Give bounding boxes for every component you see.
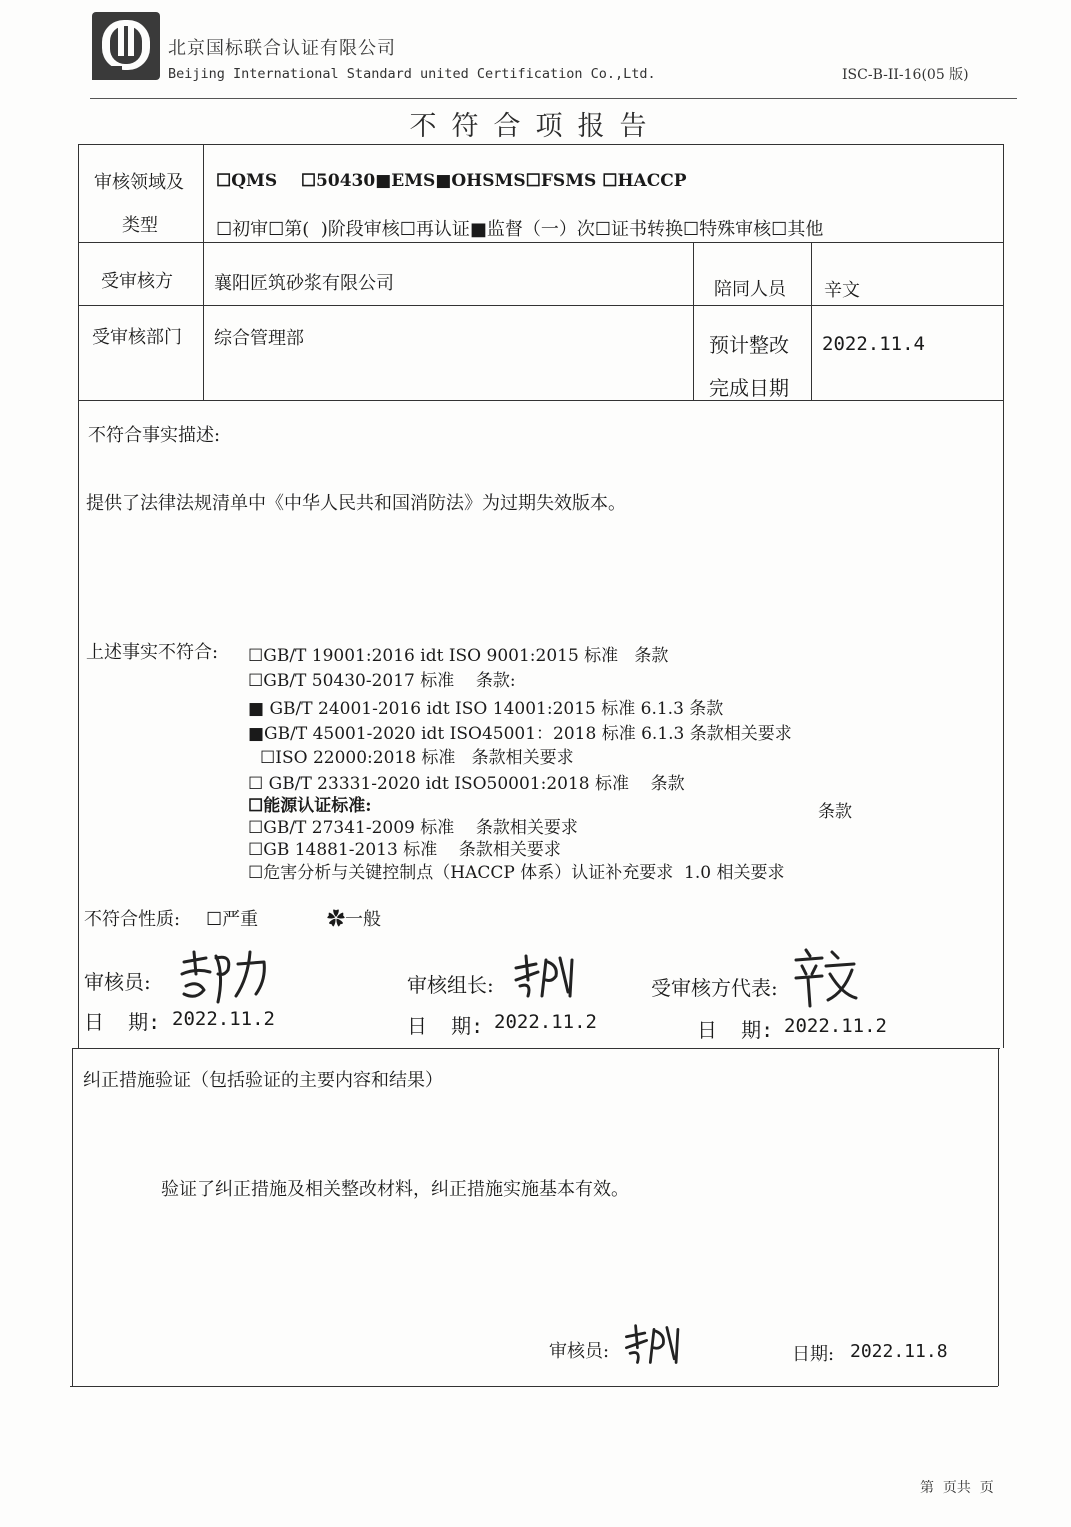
auditee-label: 受审核方 [101,271,173,292]
nature-label: 不符合性质: [84,909,181,930]
table-right-border [1003,144,1004,1048]
standard-item: ☐GB 14881-2013 标准 条款相关要求 [248,840,561,860]
standard-item: ■GB/T 45001-2020 idt ISO45001：2018 标准 6.1.3 条款相关要求 [248,724,792,744]
verification-label: 纠正措施验证（包括验证的主要内容和结果） [83,1070,443,1091]
audit-type-options: ☐初审☐第( )阶段审核☐再认证■监督（一）次☐证书转换☐特殊审核☐其他 [216,219,824,240]
department-value: 综合管理部 [214,328,304,349]
auditee-rep-label: 受审核方代表: [651,976,778,1000]
auditor-date: 2022.11.2 [172,1008,275,1030]
column-divider [693,242,694,400]
audit-domain-label: 审核领域及 [94,172,184,193]
row-divider [78,400,1004,401]
standards-label: 上述事实不符合: [86,642,219,663]
report-title: 不符合项报告 [409,111,662,142]
due-date-label: 完成日期 [709,376,789,400]
standard-item: ☐危害分析与关键控制点（HACCP 体系）认证补充要求 1.0 相关要求 [248,863,785,883]
table-bottom-border [70,1386,998,1387]
team-leader-date: 2022.11.2 [494,1011,597,1033]
auditor-signature [176,944,271,1006]
auditee-rep-date: 2022.11.2 [784,1015,887,1037]
escort-value: 辛文 [824,280,860,301]
description-label: 不符合事实描述: [88,425,221,446]
column-divider [203,144,204,400]
team-leader-label: 审核组长: [407,973,494,997]
auditor-date-label: 日 期: [84,1010,161,1034]
standard-item: ☐GB/T 27341-2009 标准 条款相关要求 [248,818,578,838]
verification-date: 2022.11.8 [850,1341,948,1362]
auditee-value: 襄阳匠筑砂浆有限公司 [214,273,394,294]
team-leader-signature [512,952,580,1002]
auditee-rep-signature [792,944,860,1008]
audit-type-label: 类型 [122,215,158,236]
row-divider [78,242,1004,243]
table-left-border [72,1048,73,1386]
company-logo-icon [90,10,162,82]
nature-general-option: ✿一般 [327,909,381,930]
company-name-cn: 北京国标联合认证有限公司 [168,38,396,59]
nature-serious-option: ☐严重 [206,909,259,930]
standard-item: ■ GB/T 24001-2016 idt ISO 14001:2015 标准 6.1.3 条款 [248,699,724,719]
row-divider [72,1048,1000,1049]
auditor-label: 审核员: [84,970,151,994]
standard-item: ☐ GB/T 23331-2020 idt ISO50001:2018 标准 条款 [248,774,685,794]
table-top-border [78,144,1004,145]
standard-item: ☐GB/T 50430-2017 标准 条款: [248,671,516,691]
department-label: 受审核部门 [92,327,182,348]
document-code: ISC-B-II-16(05 版) [842,67,969,83]
verification-date-label: 日期: [792,1344,835,1365]
standard-item: ☐ISO 22000:2018 标准 条款相关要求 [260,748,574,768]
system-type-options: ☐QMS ☐50430■EMS■OHSMS☐FSMS ☐HACCP [216,171,687,191]
standard-item: ☐能源认证标准: [248,796,372,816]
column-divider [811,242,812,400]
row-divider [78,305,1004,306]
table-left-border [78,144,79,1048]
company-name-en: Beijing International Standard united Certification Co.,Ltd. [168,66,656,82]
nonconformity-description: 提供了法律法规清单中《中华人民共和国消防法》为过期失效版本。 [86,493,626,514]
verification-auditor-signature [622,1322,686,1368]
standard-item: ☐GB/T 19001:2016 idt ISO 9001:2015 标准 条款 [248,646,669,666]
header-divider [90,98,1017,99]
standard-item-clause: 条款 [818,802,852,822]
verification-auditor-label: 审核员: [549,1341,610,1362]
due-date-label: 预计整改 [709,333,789,357]
page-number: 第 页共 页 [920,1480,994,1496]
auditee-rep-date-label: 日 期: [697,1018,774,1042]
escort-label: 陪同人员 [714,279,786,300]
due-date-value: 2022.11.4 [822,333,925,355]
team-leader-date-label: 日 期: [407,1014,484,1038]
table-right-border [998,1048,999,1386]
verification-result: 验证了纠正措施及相关整改材料，纠正措施实施基本有效。 [161,1179,629,1200]
